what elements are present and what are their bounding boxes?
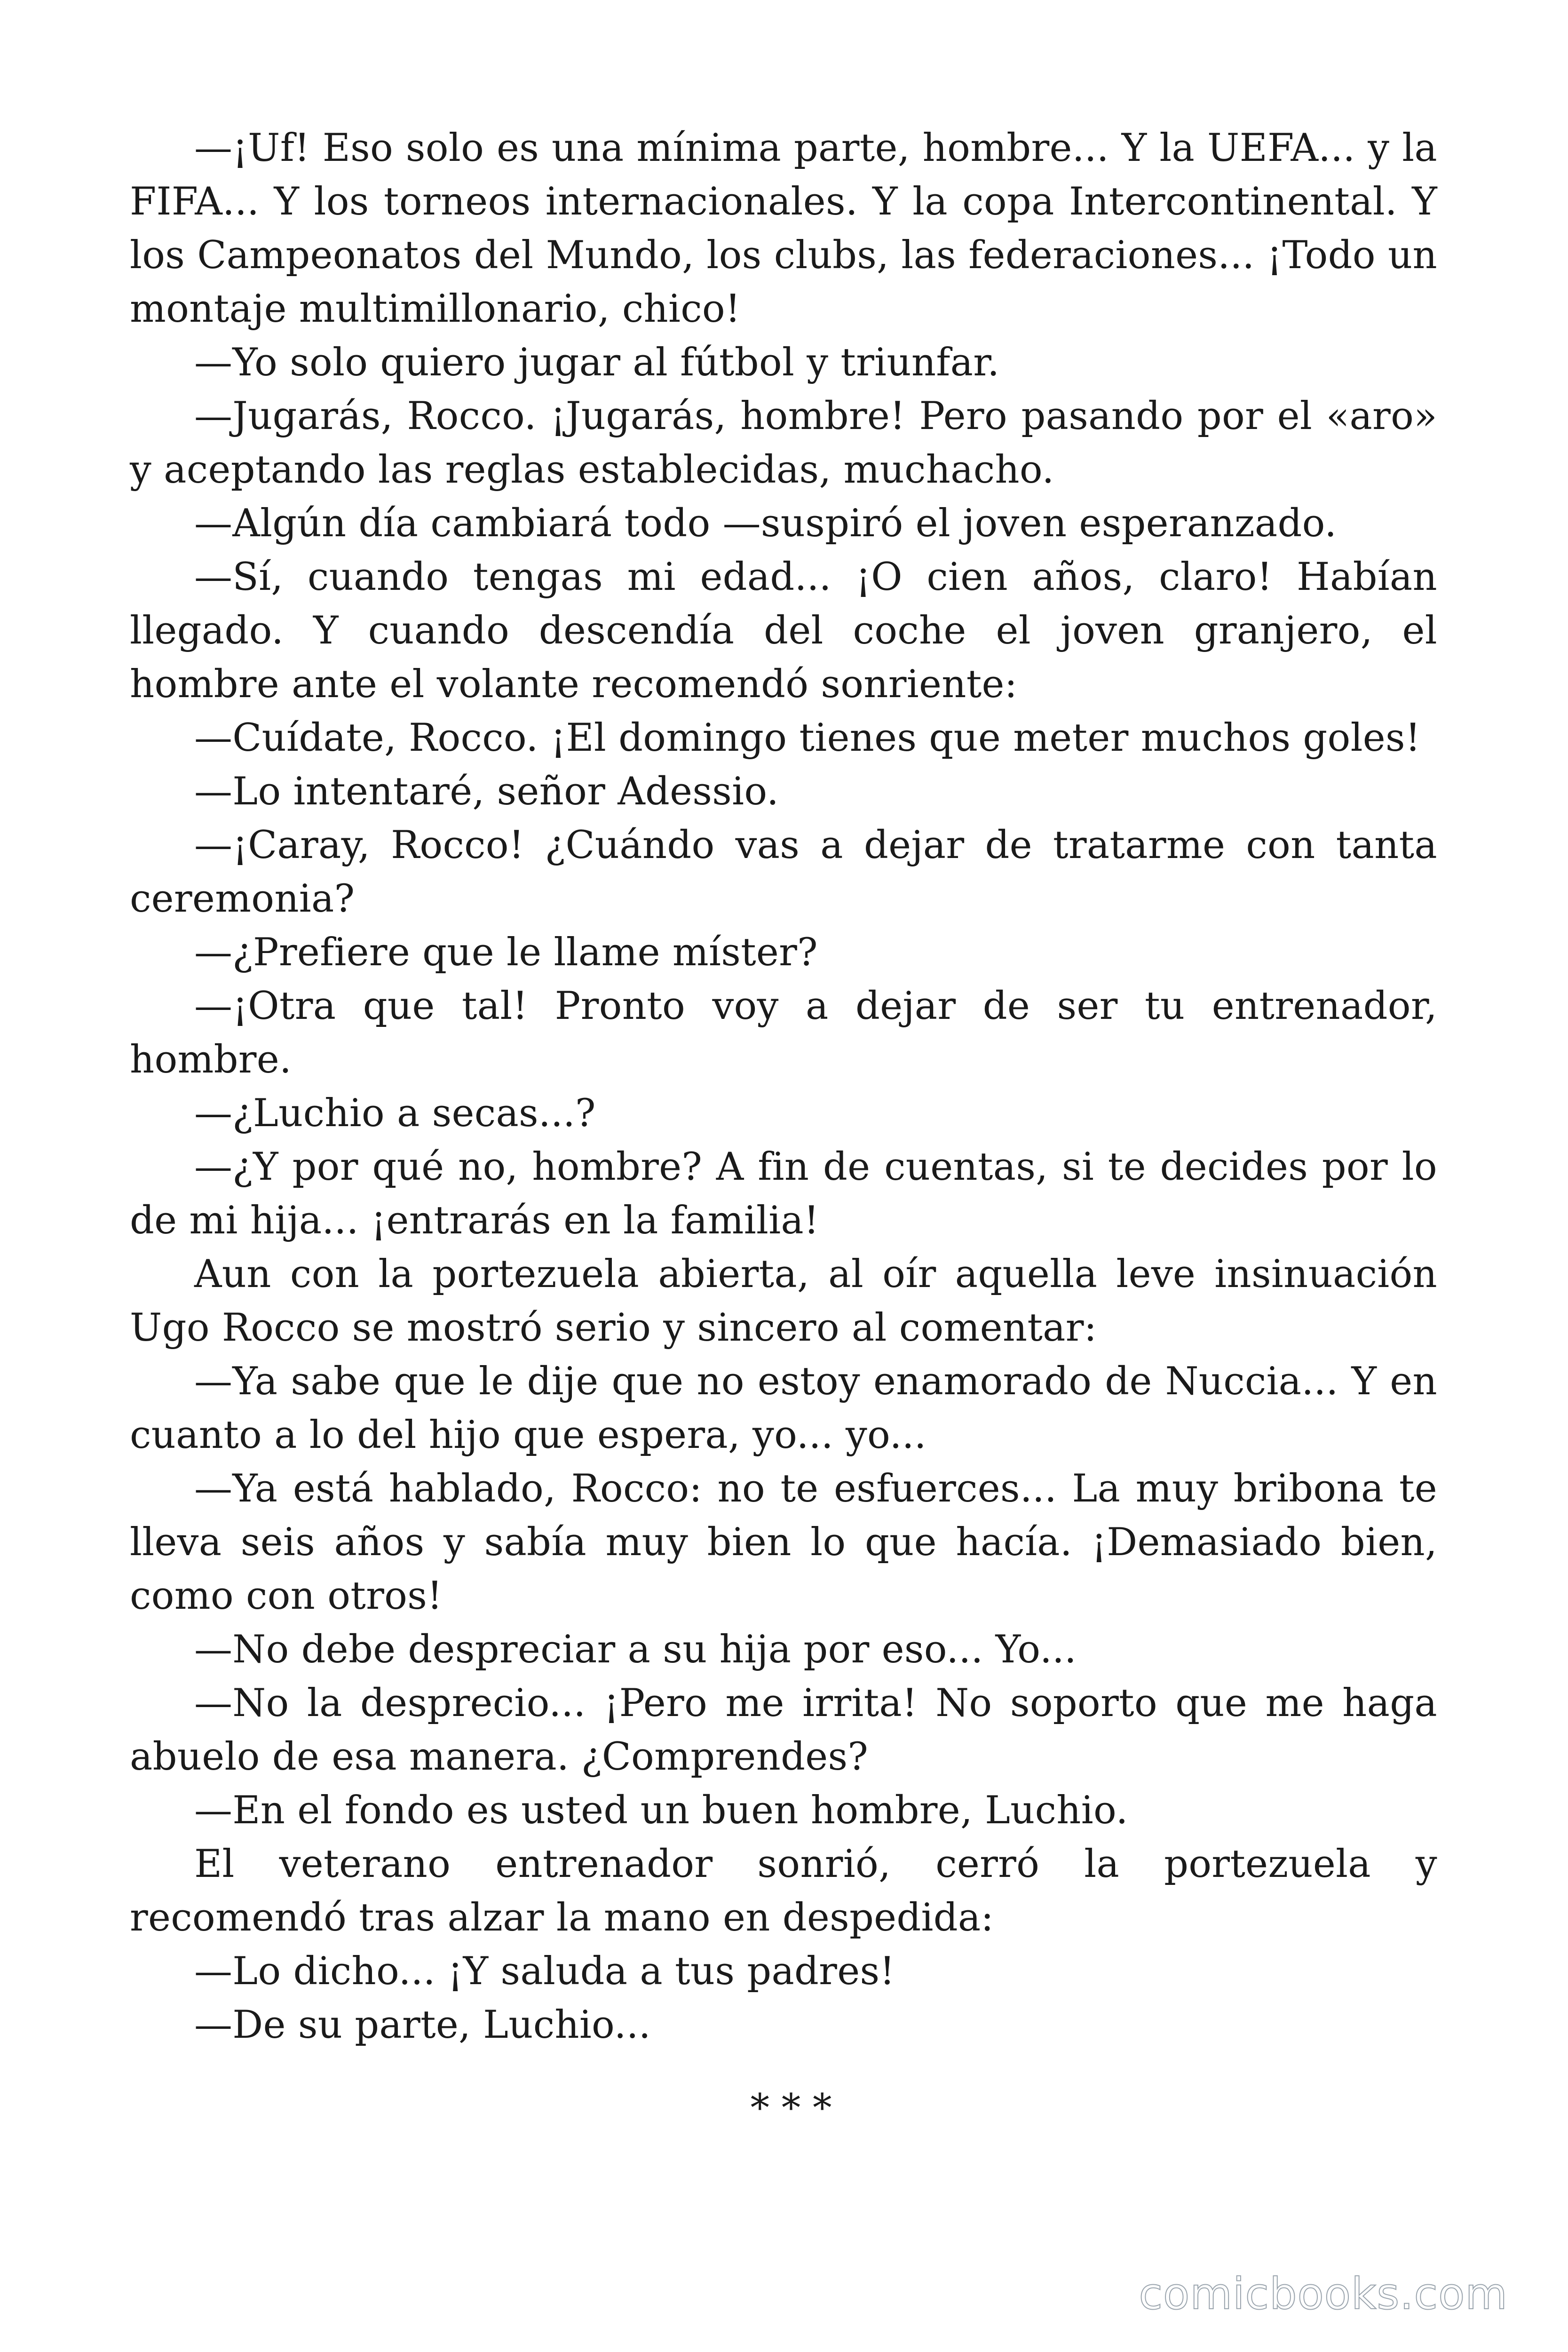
paragraph: —¿Y por qué no, hombre? A fin de cuentas, si te decides por lo de mi hija... ¡entrarás en la familia! [130, 1145, 1437, 1243]
watermark: comicbooks.com [1139, 2269, 1508, 2319]
paragraph: —¡Otra que tal! Pronto voy a dejar de ser tu entrenador, hombre. [130, 984, 1437, 1082]
paragraph: —Lo intentaré, señor Adessio. [194, 770, 779, 814]
body-text [130, 121, 1437, 2052]
paragraph: —Algún día cambiará todo —suspiró el joven esperanzado. [194, 501, 1337, 546]
paragraph: —¿Prefiere que le llame míster? [194, 930, 818, 975]
paragraph: —¡Uf! Eso solo es una mínima parte, hombre... Y la UEFA... y la FIFA... Y los torneos internacionales. Y la copa Intercontinental. Y los Campeonatos del Mundo, los clubs, las federaciones... ¡Todo un montaje multimillonario, chico! [130, 126, 1437, 331]
paragraph: —Ya sabe que le dije que no estoy enamorado de Nuccia... Y en cuanto a lo del hijo que espera, yo... yo... [130, 1359, 1437, 1457]
paragraph: —¡Caray, Rocco! ¿Cuándo vas a dejar de tratarme con tanta ceremonia? [130, 823, 1437, 921]
paragraph: —En el fondo es usted un buen hombre, Luchio. [194, 1788, 1128, 1833]
paragraph: El veterano entrenador sonrió, cerró la portezuela y recomendó tras alzar la mano en despedida: [130, 1842, 1437, 1940]
paragraph: —Ya está hablado, Rocco: no te esfuerces... La muy bribona te lleva seis años y sabía muy bien lo que hacía. ¡Demasiado bien, como con otros! [130, 1467, 1437, 1618]
paragraph: —Yo solo quiero jugar al fútbol y triunfar. [194, 341, 1000, 385]
paragraph: —Cuídate, Rocco. ¡El domingo tienes que meter muchos goles! [194, 716, 1421, 760]
paragraph: —No la desprecio... ¡Pero me irrita! No soporto que me haga abuelo de esa manera. ¿Comprendes? [130, 1681, 1437, 1779]
paragraph: —¿Luchio a secas...? [194, 1091, 596, 1136]
paragraph: Aun con la portezuela abierta, al oír aquella leve insinuación Ugo Rocco se mostró serio y sincero al comentar: [130, 1252, 1437, 1350]
paragraph: —Sí, cuando tengas mi edad... ¡O cien años, claro! Habían llegado. Y cuando descendía del coche el joven granjero, el hombre ante el volante recomendó sonriente: [130, 555, 1437, 707]
paragraph: —De su parte, Luchio... [194, 2003, 651, 2047]
paragraph: —No debe despreciar a su hija por eso... Yo... [194, 1628, 1077, 1672]
paragraph: —Jugarás, Rocco. ¡Jugarás, hombre! Pero pasando por el «aro» y aceptando las reglas establecidas, muchacho. [130, 394, 1437, 492]
section-separator: * * * [750, 2086, 832, 2130]
paragraph: —Lo dicho... ¡Y saluda a tus padres! [194, 1949, 895, 1994]
